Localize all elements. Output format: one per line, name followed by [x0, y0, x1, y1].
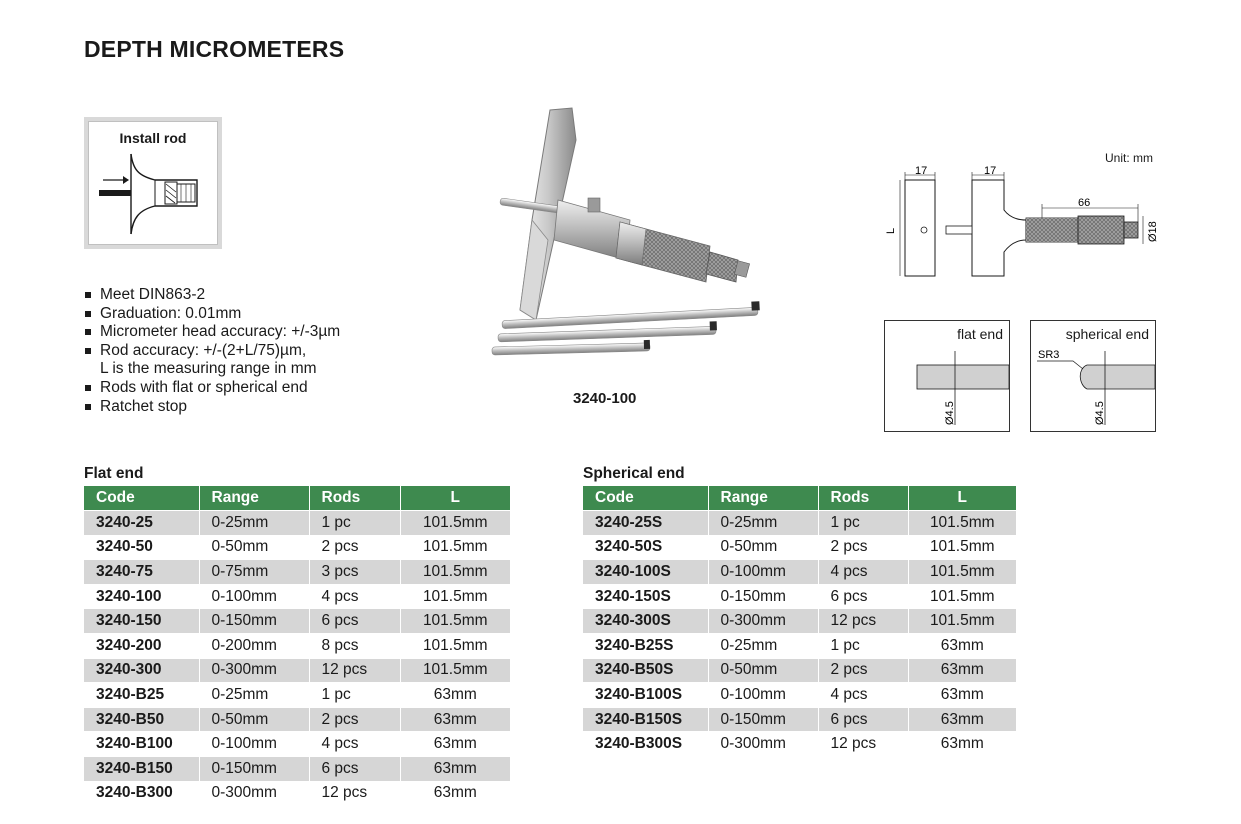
dim-base-label: 17 [915, 165, 928, 177]
rods-cell: 6 pcs [818, 584, 908, 609]
range-cell: 0-100mm [199, 584, 309, 609]
rods-cell: 2 pcs [818, 658, 908, 683]
table-row [84, 609, 510, 634]
flat-end-table [84, 486, 510, 805]
length-cell: 63mm [400, 732, 510, 757]
range-cell: 0-150mm [199, 756, 309, 781]
length-cell: 101.5mm [400, 609, 510, 634]
range-cell: 0-150mm [708, 707, 818, 732]
rods-cell: 1 pc [818, 511, 908, 536]
length-cell: 101.5mm [400, 511, 510, 536]
table-row [583, 707, 1016, 732]
dim-head-label: 66 [1078, 197, 1091, 209]
length-cell: 101.5mm [400, 658, 510, 683]
rods-cell: 2 pcs [309, 707, 400, 732]
rods-cell: 1 pc [818, 633, 908, 658]
code-cell: 3240-25S [583, 511, 708, 536]
range-cell: 0-25mm [199, 683, 309, 708]
rods-cell: 4 pcs [309, 584, 400, 609]
table-row [583, 683, 1016, 708]
code-cell: 3240-150 [84, 609, 199, 634]
dim-diameter-label: Ø18 [1147, 221, 1159, 242]
column-header: Code [583, 486, 708, 511]
table-row [583, 511, 1016, 536]
rods-cell: 4 pcs [818, 560, 908, 585]
spherical-radius-label: SR3 [1038, 349, 1060, 361]
table-row [583, 658, 1016, 683]
length-cell: 63mm [908, 633, 1016, 658]
code-cell: 3240-150S [583, 584, 708, 609]
spherical-end-table [583, 486, 1016, 756]
table-row [583, 535, 1016, 560]
product-model-label: 3240-100 [573, 390, 637, 407]
range-cell: 0-300mm [708, 609, 818, 634]
length-cell: 101.5mm [400, 535, 510, 560]
table-row [84, 511, 510, 536]
install-rod-illustration [84, 117, 222, 249]
spherical-end-label: spherical end [1065, 326, 1149, 342]
rods-cell: 3 pcs [309, 560, 400, 585]
length-cell: 63mm [908, 658, 1016, 683]
column-header: Range [708, 486, 818, 511]
length-cell: 63mm [400, 683, 510, 708]
code-cell: 3240-50S [583, 535, 708, 560]
range-cell: 0-300mm [708, 732, 818, 756]
flat-end-dia-label: Ø4.5 [944, 401, 956, 425]
code-cell: 3240-B150S [583, 707, 708, 732]
rods-cell: 1 pc [309, 511, 400, 536]
range-cell: 0-100mm [708, 560, 818, 585]
rods-cell: 12 pcs [309, 781, 400, 805]
rods-cell: 12 pcs [818, 732, 908, 756]
length-cell: 101.5mm [400, 633, 510, 658]
code-cell: 3240-50 [84, 535, 199, 560]
table-row [84, 781, 510, 805]
table-row [583, 732, 1016, 756]
range-cell: 0-300mm [199, 658, 309, 683]
product-photo [470, 100, 770, 370]
flat-end-label: flat end [957, 326, 1003, 342]
code-cell: 3240-B100S [583, 683, 708, 708]
range-cell: 0-300mm [199, 781, 309, 805]
table-row [84, 756, 510, 781]
rods-cell: 1 pc [309, 683, 400, 708]
feature-item: Micrometer head accuracy: +/-3µm [84, 323, 340, 342]
rods-cell: 6 pcs [309, 609, 400, 634]
length-cell: 101.5mm [400, 584, 510, 609]
spherical-end-drawing [1031, 321, 1155, 431]
table-row [84, 732, 510, 757]
length-cell: 101.5mm [400, 560, 510, 585]
flat-end-drawing [885, 321, 1009, 431]
range-cell: 0-25mm [708, 633, 818, 658]
table-row [84, 560, 510, 585]
feature-item: Rod accuracy: +/-(2+L/75)µm, [84, 342, 340, 361]
table-header-row [583, 486, 1016, 511]
table-row [583, 560, 1016, 585]
rods-cell: 8 pcs [309, 633, 400, 658]
code-cell: 3240-100 [84, 584, 199, 609]
feature-item: L is the measuring range in mm [100, 360, 317, 378]
length-cell: 63mm [908, 683, 1016, 708]
rods-cell: 2 pcs [818, 535, 908, 560]
length-cell: 63mm [400, 707, 510, 732]
install-rod-diagram [89, 122, 217, 244]
flat-table-title: Flat end [84, 465, 144, 482]
code-cell: 3240-75 [84, 560, 199, 585]
range-cell: 0-50mm [708, 535, 818, 560]
table-row [583, 609, 1016, 634]
spherical-table-title: Spherical end [583, 465, 685, 482]
length-cell: 101.5mm [908, 535, 1016, 560]
code-cell: 3240-300S [583, 609, 708, 634]
table-row [84, 707, 510, 732]
page-title: DEPTH MICROMETERS [84, 36, 345, 62]
length-cell: 63mm [400, 781, 510, 805]
unit-label: Unit: mm [1105, 151, 1153, 165]
rods-cell: 12 pcs [818, 609, 908, 634]
rods-cell: 4 pcs [309, 732, 400, 757]
rods-cell: 6 pcs [818, 707, 908, 732]
range-cell: 0-50mm [199, 707, 309, 732]
table-row [583, 584, 1016, 609]
length-cell: 101.5mm [908, 609, 1016, 634]
range-cell: 0-150mm [199, 609, 309, 634]
column-header: Rods [818, 486, 908, 511]
table-row [84, 658, 510, 683]
range-cell: 0-200mm [199, 633, 309, 658]
code-cell: 3240-25 [84, 511, 199, 536]
rods-cell: 4 pcs [818, 683, 908, 708]
length-cell: 101.5mm [908, 584, 1016, 609]
table-row [84, 633, 510, 658]
dim-width-label: 17 [984, 165, 997, 177]
feature-list [84, 286, 340, 416]
column-header: L [908, 486, 1016, 511]
code-cell: 3240-200 [84, 633, 199, 658]
code-cell: 3240-300 [84, 658, 199, 683]
code-cell: 3240-B50S [583, 658, 708, 683]
spherical-end-dia-label: Ø4.5 [1094, 401, 1106, 425]
code-cell: 3240-B100 [84, 732, 199, 757]
rods-cell: 6 pcs [309, 756, 400, 781]
column-header: Code [84, 486, 199, 511]
table-row [583, 633, 1016, 658]
dimension-drawing [880, 160, 1170, 285]
length-cell: 101.5mm [908, 511, 1016, 536]
code-cell: 3240-100S [583, 560, 708, 585]
feature-item: Rods with flat or spherical end [84, 379, 340, 398]
table-row [84, 683, 510, 708]
range-cell: 0-150mm [708, 584, 818, 609]
column-header: L [400, 486, 510, 511]
range-cell: 0-100mm [199, 732, 309, 757]
code-cell: 3240-B25 [84, 683, 199, 708]
code-cell: 3240-B25S [583, 633, 708, 658]
range-cell: 0-75mm [199, 560, 309, 585]
column-header: Range [199, 486, 309, 511]
range-cell: 0-25mm [199, 511, 309, 536]
dim-length-label: L [885, 227, 897, 234]
range-cell: 0-100mm [708, 683, 818, 708]
table-row [84, 584, 510, 609]
table-row [84, 535, 510, 560]
feature-item: Graduation: 0.01mm [84, 305, 340, 324]
code-cell: 3240-B300S [583, 732, 708, 756]
length-cell: 63mm [908, 707, 1016, 732]
rods-cell: 12 pcs [309, 658, 400, 683]
range-cell: 0-50mm [199, 535, 309, 560]
code-cell: 3240-B50 [84, 707, 199, 732]
install-rod-frame [88, 121, 218, 245]
column-header: Rods [309, 486, 400, 511]
table-header-row [84, 486, 510, 511]
flat-end-diagram [884, 320, 1010, 432]
length-cell: 63mm [908, 732, 1016, 756]
feature-item: Ratchet stop [84, 398, 340, 417]
code-cell: 3240-B150 [84, 756, 199, 781]
install-rod-label: Install rod [119, 130, 187, 146]
spherical-end-diagram [1030, 320, 1156, 432]
range-cell: 0-25mm [708, 511, 818, 536]
length-cell: 63mm [400, 756, 510, 781]
feature-item: Meet DIN863-2 [84, 286, 340, 305]
code-cell: 3240-B300 [84, 781, 199, 805]
range-cell: 0-50mm [708, 658, 818, 683]
length-cell: 101.5mm [908, 560, 1016, 585]
rods-cell: 2 pcs [309, 535, 400, 560]
